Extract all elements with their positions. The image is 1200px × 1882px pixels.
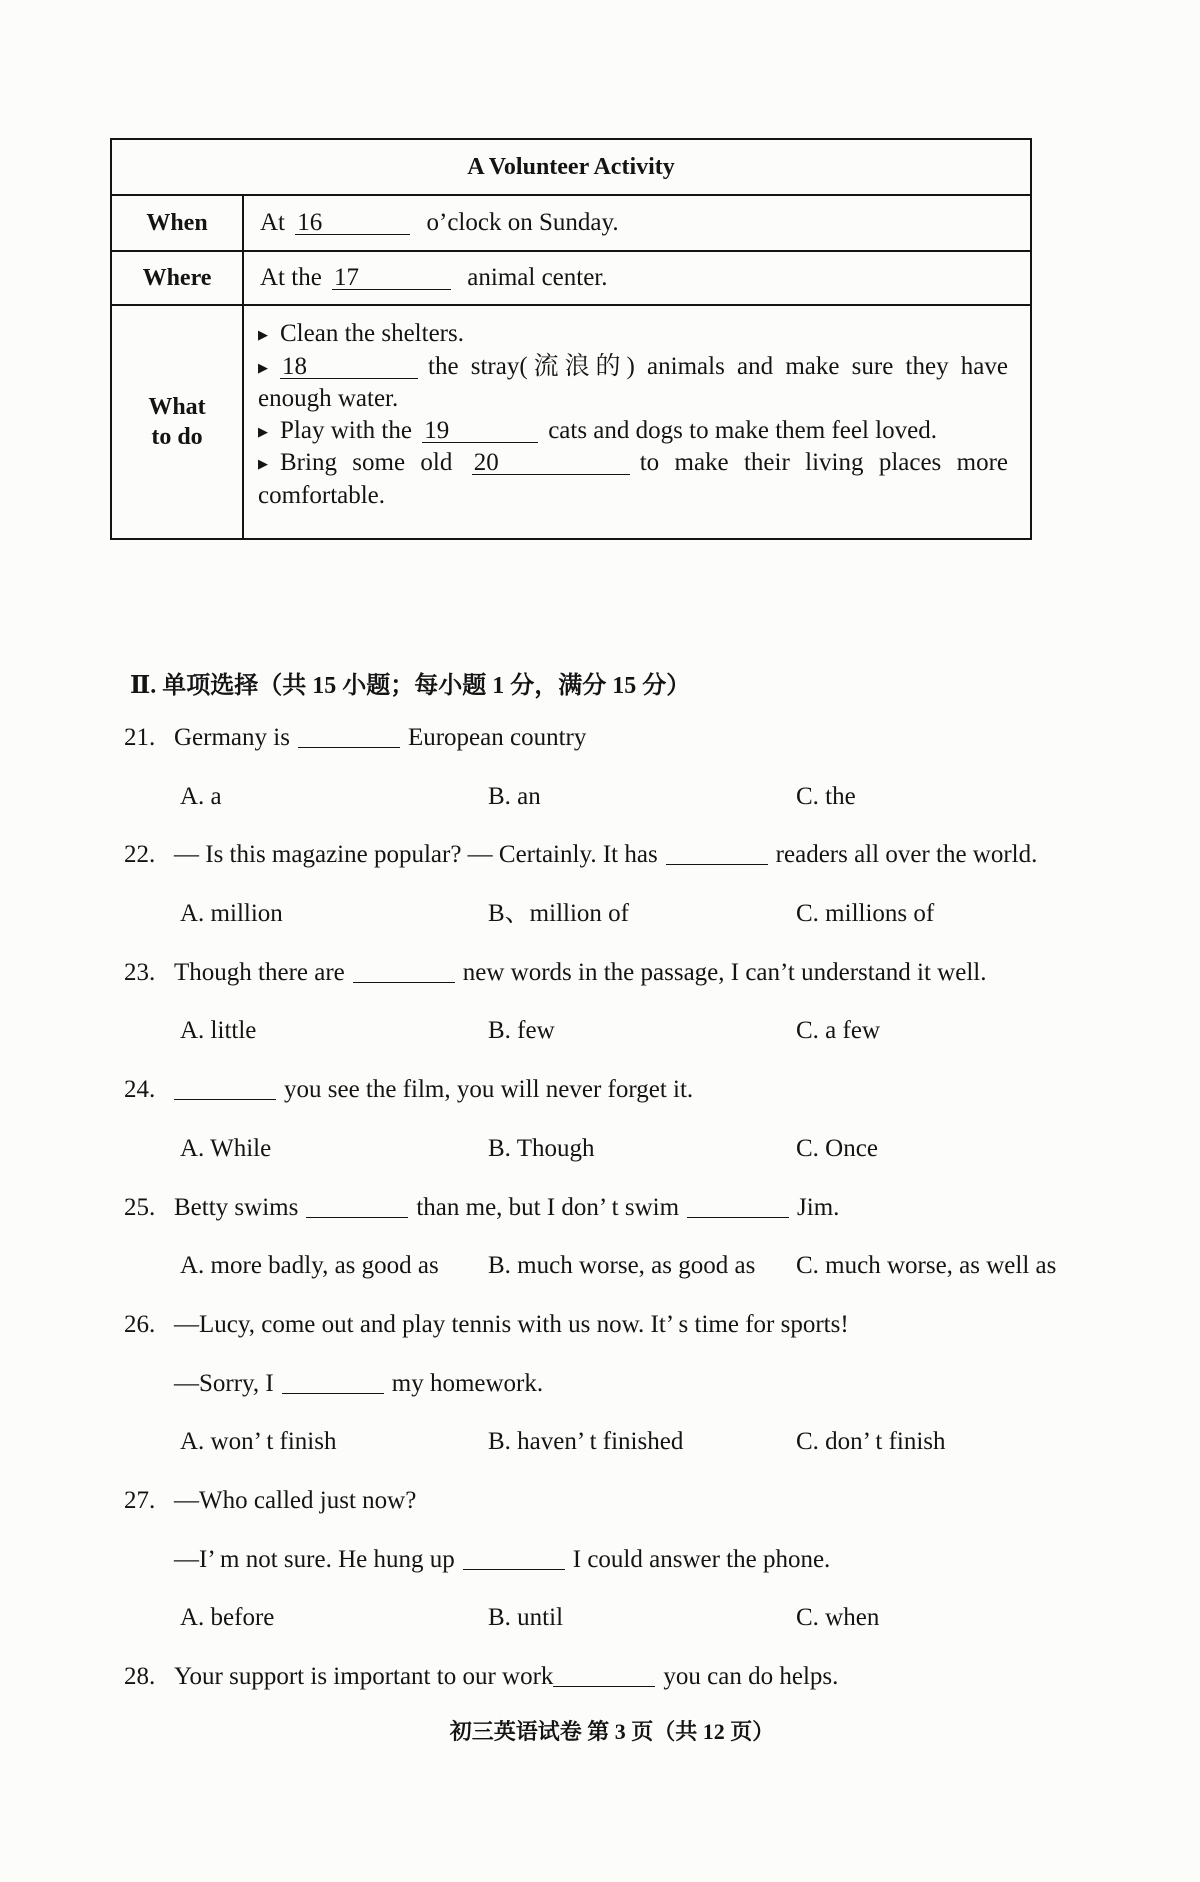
question-21-stem	[0, 709, 1200, 768]
page-footer: 初三英语试卷 第 3 页（共 12 页）	[449, 1719, 775, 1744]
section-title: Ⅱ. 单项选择（共 15 小题；每小题 1 分，满分 15 分）	[130, 673, 691, 699]
option-b: B、million of	[488, 900, 629, 928]
stem-pre: Your support is important to our work	[174, 1663, 554, 1690]
option-b: B. Though	[488, 1134, 595, 1162]
row-content-where	[243, 251, 1031, 305]
row-label-what-to-do	[111, 305, 243, 539]
triangle-right-icon: ▶	[258, 327, 268, 342]
option-c: C. don’ t finish	[796, 1428, 946, 1456]
table-row-when	[111, 195, 1031, 251]
question-number: 23.	[124, 958, 156, 986]
when-text-pre: At	[260, 209, 285, 236]
option-a: A. While	[180, 1134, 272, 1162]
option-b: B. few	[488, 1017, 555, 1045]
list-item	[258, 318, 1008, 351]
stem-mid: than me, but I don’ t swim	[416, 1193, 680, 1221]
row-label-line-2: to do	[151, 424, 203, 450]
item-text-post: to make their living places more comfortable.	[258, 449, 1008, 509]
when-text-post: o’clock on Sunday.	[426, 209, 619, 236]
question-stem: —Lucy, come out and play tennis with us now. It’ s time for sports!	[174, 1310, 849, 1338]
blank-20: 20	[472, 452, 630, 475]
question-22-stem	[0, 826, 1200, 885]
stem-post: Jim.	[797, 1193, 840, 1221]
question-stem	[174, 826, 1037, 885]
question-24-stem	[0, 1061, 1200, 1120]
stem-pre: —Sorry, I	[174, 1369, 274, 1397]
triangle-right-icon: ▶	[258, 359, 268, 375]
stem-pre: —I’ m not sure. He hung up	[174, 1545, 455, 1573]
question-stem	[174, 1648, 838, 1707]
answer-blank	[353, 964, 455, 983]
stem-post: European country	[407, 724, 587, 751]
item-text-post: the stray(流浪的) animals and make sure they have enough water.	[258, 352, 1008, 412]
stem-pre: — Is this magazine popular? — Certainly. It has	[174, 841, 658, 869]
question-25-options	[0, 1237, 1200, 1296]
question-27-options	[0, 1589, 1200, 1648]
option-a: A. before	[180, 1604, 275, 1632]
volunteer-activity-table	[110, 138, 1032, 540]
stem-post: my homework.	[391, 1369, 544, 1397]
stem-post: readers all over the world.	[775, 841, 1038, 869]
question-28-stem	[0, 1648, 1200, 1707]
table-title: A Volunteer Activity	[111, 139, 1031, 195]
question-stem	[174, 1061, 693, 1120]
question-number: 28.	[124, 1663, 156, 1690]
item-text-pre: Play with the	[280, 416, 412, 444]
answer-blank	[666, 846, 768, 865]
row-content-when	[243, 195, 1031, 251]
blank-19: 19	[422, 420, 538, 443]
blank-18: 18	[280, 356, 418, 379]
option-c: C. a few	[796, 1017, 880, 1045]
question-23-options	[0, 1002, 1200, 1061]
stem-post: I could answer the phone.	[572, 1545, 831, 1573]
question-stem	[174, 944, 986, 1003]
answer-blank	[298, 729, 400, 748]
option-a: A. a	[180, 782, 222, 810]
stem-post: you see the film, you will never forget it.	[284, 1076, 694, 1104]
question-27-reply	[0, 1531, 1200, 1590]
answer-blank	[553, 1668, 655, 1687]
question-number: 26.	[124, 1310, 156, 1338]
option-b: B. much worse, as good as	[488, 1252, 756, 1280]
question-stem	[174, 1179, 839, 1238]
row-label-when: When	[111, 195, 243, 251]
answer-blank	[687, 1199, 789, 1218]
question-27-stem	[0, 1472, 1200, 1531]
triangle-right-icon: ▶	[258, 456, 268, 471]
question-stem-reply	[174, 1355, 543, 1414]
option-c: C. Once	[796, 1134, 878, 1162]
option-a: A. million	[180, 900, 283, 928]
blank-17: 17	[332, 267, 451, 290]
question-list	[0, 709, 1200, 1707]
option-b: B. until	[488, 1604, 564, 1632]
item-text-post: cats and dogs to make them feel loved.	[548, 416, 937, 444]
row-content-what-to-do	[243, 305, 1031, 539]
question-stem-reply	[174, 1531, 830, 1590]
stem-post: you can do helps.	[663, 1663, 839, 1690]
answer-blank	[306, 1199, 408, 1218]
table-title-row	[111, 139, 1031, 195]
list-item	[258, 447, 1008, 511]
where-text-post: animal center.	[467, 264, 608, 291]
question-number: 24.	[124, 1076, 156, 1104]
question-25-stem	[0, 1179, 1200, 1238]
stem-pre: Germany is	[174, 724, 290, 751]
question-number: 27.	[124, 1486, 156, 1514]
blank-16: 16	[295, 212, 410, 235]
question-21-options	[0, 768, 1200, 827]
option-c: C. much worse, as well as	[796, 1252, 1057, 1280]
question-24-options	[0, 1120, 1200, 1179]
where-text-pre: At the	[260, 264, 322, 291]
option-a: A. more badly, as good as	[180, 1252, 439, 1280]
option-c: C. the	[796, 782, 856, 810]
question-number: 25.	[124, 1193, 156, 1221]
item-text: Clean the shelters.	[280, 320, 464, 347]
list-item	[258, 351, 1008, 415]
question-number: 22.	[124, 841, 156, 869]
option-c: C. millions of	[796, 900, 935, 928]
table-row-what-to-do	[111, 305, 1031, 539]
list-item	[258, 415, 1008, 448]
question-22-options	[0, 885, 1200, 944]
question-23-stem	[0, 944, 1200, 1003]
stem-pre: Though there are	[174, 958, 345, 986]
option-c: C. when	[796, 1604, 880, 1632]
stem-post: new words in the passage, I can’t understand it well.	[462, 958, 987, 986]
question-26-reply	[0, 1355, 1200, 1414]
question-number: 21.	[124, 724, 156, 751]
option-a: A. little	[180, 1017, 257, 1045]
answer-blank	[463, 1551, 565, 1570]
stem-pre: Betty swims	[174, 1193, 299, 1221]
question-26-options	[0, 1413, 1200, 1472]
table-row-where	[111, 251, 1031, 305]
answer-blank	[174, 1081, 276, 1100]
option-a: A. won’ t finish	[180, 1428, 337, 1456]
option-b: B. an	[488, 782, 541, 810]
row-label-line-1: What	[148, 394, 206, 420]
question-26-stem	[0, 1296, 1200, 1355]
answer-blank	[282, 1375, 384, 1394]
question-stem: —Who called just now?	[174, 1486, 417, 1514]
triangle-right-icon: ▶	[258, 423, 268, 439]
option-b: B. haven’ t finished	[488, 1428, 684, 1456]
question-stem	[174, 709, 586, 768]
item-text-pre: Bring some old	[280, 449, 453, 476]
row-label-where: Where	[111, 251, 243, 305]
